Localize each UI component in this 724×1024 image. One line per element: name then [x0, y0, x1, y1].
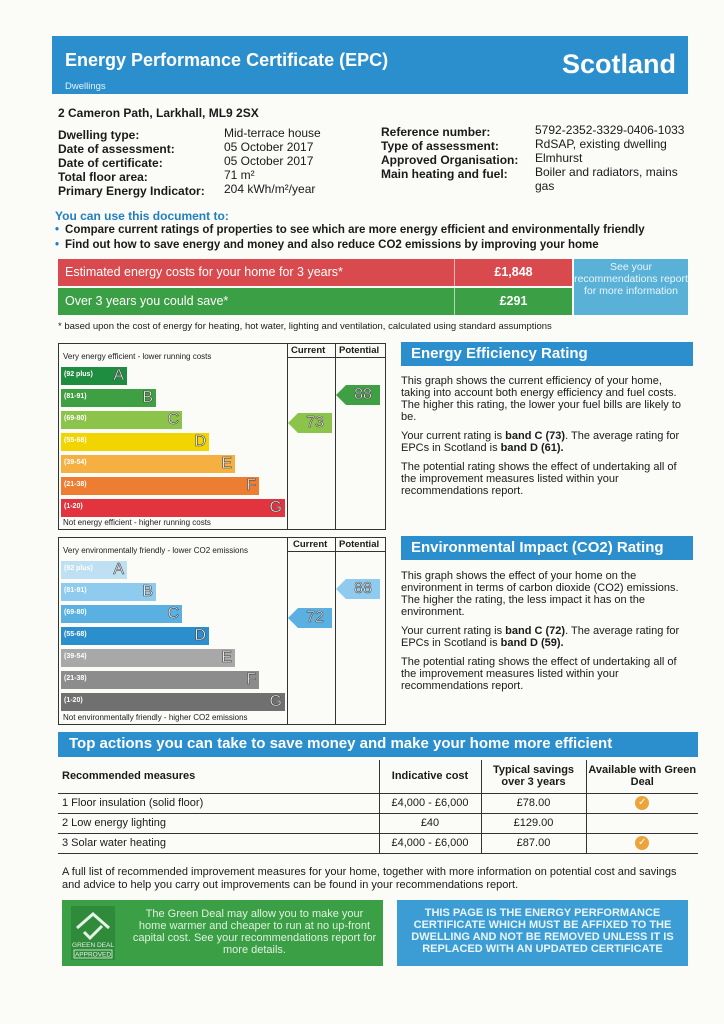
detail-label: Reference number:: [381, 125, 491, 139]
measure-cell: 1 Floor insulation (solid floor): [58, 793, 379, 813]
potential-column-header: Potential: [339, 345, 380, 356]
cost-cell: £40: [379, 813, 481, 833]
bullet-item: • Compare current ratings of properties to see which are more energy efficient and environmentally friendly: [55, 224, 645, 236]
current-rating-arrow: 72: [298, 608, 332, 628]
energy-efficiency-description: [401, 375, 691, 504]
green-deal-box: [62, 900, 383, 966]
rating-band-d: [61, 627, 209, 645]
band-letter: B: [142, 583, 153, 600]
use-document-heading: You can use this document to:: [55, 209, 229, 223]
detail-value: 204 kWh/m²/year: [224, 182, 316, 196]
logo-text: APPROVED: [74, 951, 112, 959]
band-range: (39-54): [64, 653, 87, 660]
detail-value: 71 m²: [224, 168, 255, 182]
band-letter: F: [246, 671, 256, 688]
environmental-impact-chart: [58, 537, 386, 725]
potential-savings-label: Over 3 years you could save*: [65, 294, 229, 308]
details-right-values: [535, 123, 684, 193]
band-range: (55-68): [64, 631, 87, 638]
chart-top-text: Very environmentally friendly - lower CO2 emissions: [63, 546, 248, 555]
rating-band-g: [61, 499, 285, 517]
band-range: (55-68): [64, 437, 87, 444]
current-column-header: Current: [291, 345, 326, 356]
cost-footnote: * based upon the cost of energy for heating, hot water, lighting and ventilation, calculated using standard assumptions: [58, 321, 552, 332]
column-header: Typical savings over 3 years: [481, 760, 586, 793]
use-bullets: [55, 223, 645, 253]
table-row: [58, 793, 698, 813]
band-letter: A: [113, 561, 124, 578]
environmental-impact-description: [401, 570, 691, 699]
detail-value: gas: [535, 179, 555, 193]
check-icon: ✓: [635, 836, 649, 850]
band-range: (21-38): [64, 481, 87, 488]
detail-label: Type of assessment:: [381, 139, 499, 153]
chart-bottom-text: Not environmentally friendly - higher CO2 emissions: [63, 713, 248, 722]
band-letter: G: [269, 499, 282, 516]
details-left-labels: [58, 128, 205, 198]
description-paragraph: This graph shows the current efficiency of your home, taking into account both energy efficiency and fuel costs. The higher this rating, the lower your fuel bills are likely to be.: [401, 375, 682, 423]
details-left-values: [224, 126, 321, 196]
current-rating-arrow: 73: [298, 413, 332, 433]
property-address: 2 Cameron Path, Larkhall, ML9 2SX: [58, 106, 259, 120]
chart-bottom-text: Not energy efficient - higher running costs: [63, 518, 211, 527]
country-label: Scotland: [561, 49, 676, 79]
rating-band-a: [61, 367, 127, 385]
green-deal-text: The Green Deal may allow you to make your home warmer and cheaper to run at no up-front capital cost. See your recommendations report for more details.: [132, 908, 377, 956]
table-header-row: [58, 760, 698, 793]
certificate-subtitle: Dwellings: [65, 81, 106, 92]
detail-value: Mid-terrace house: [224, 126, 321, 140]
see-recommendations-box: See your recommendations report for more information: [574, 259, 688, 315]
green-deal-cell: [586, 813, 698, 833]
check-icon: ✓: [635, 796, 649, 810]
band-letter: C: [167, 411, 179, 428]
band-range: (39-54): [64, 459, 87, 466]
detail-value: RdSAP, existing dwelling: [535, 137, 667, 151]
rating-band-g: [61, 693, 285, 711]
logo-text: GREEN DEAL: [72, 942, 114, 949]
details-right-labels: [381, 125, 518, 181]
description-paragraph: Your current rating is band C (72). The average rating for EPCs in Scotland is band D (59).: [401, 625, 680, 649]
detail-value: 05 October 2017: [224, 140, 314, 154]
band-range: (69-80): [64, 415, 87, 422]
table-row: [58, 833, 698, 853]
potential-savings-value: £291: [454, 288, 572, 315]
detail-label: Date of certificate:: [58, 156, 163, 170]
cost-cell: £4,000 - £6,000: [379, 793, 481, 813]
estimated-costs-row: [58, 259, 572, 286]
environmental-impact-heading: Environmental Impact (CO2) Rating: [401, 536, 693, 560]
full-list-note: A full list of recommended improvement measures for your home, together with more information on potential cost and savings and advice to help you carry out improvements can be found in your recommendations report.: [62, 866, 677, 891]
detail-label: Approved Organisation:: [381, 153, 519, 167]
bullet-icon: •: [55, 239, 60, 251]
column-header: Indicative cost: [379, 760, 481, 793]
rating-band-c: [61, 605, 182, 623]
measure-cell: 2 Low energy lighting: [58, 813, 379, 833]
certificate-title: Energy Performance Certificate (EPC): [65, 50, 389, 70]
energy-efficiency-heading: Energy Efficiency Rating: [401, 342, 693, 366]
detail-label: Date of assessment:: [58, 142, 175, 156]
rating-band-e: [61, 649, 235, 667]
band-letter: E: [221, 649, 232, 666]
bullet-icon: •: [55, 224, 60, 236]
energy-efficiency-chart: [58, 343, 386, 530]
green-deal-cell: [586, 833, 698, 853]
band-letter: A: [113, 367, 124, 384]
bullet-item: • Find out how to save energy and money and also reduce CO2 emissions by improving your home: [55, 239, 599, 251]
current-column-header: Current: [293, 539, 328, 550]
column-header: Recommended measures: [58, 760, 379, 793]
detail-value: Boiler and radiators, mains: [535, 165, 678, 179]
band-letter: C: [167, 605, 179, 622]
description-paragraph: The potential rating shows the effect of undertaking all of the improvement measures listed within your recommendations report.: [401, 461, 677, 497]
table-row: [58, 813, 698, 833]
band-range: (1-20): [64, 503, 83, 510]
potential-rating-arrow: 88: [346, 385, 380, 405]
saving-cell: £87.00: [481, 833, 586, 853]
measure-cell: 3 Solar water heating: [58, 833, 379, 853]
column-header: Available with Green Deal: [586, 760, 698, 793]
rating-band-b: [61, 583, 156, 601]
rating-band-e: [61, 455, 235, 473]
potential-column-header: Potential: [339, 539, 380, 550]
rating-band-c: [61, 411, 182, 429]
potential-savings-row: [58, 288, 572, 315]
band-letter: D: [194, 433, 206, 450]
saving-cell: £78.00: [481, 793, 586, 813]
detail-value: Elmhurst: [535, 151, 583, 165]
detail-label: Dwelling type:: [58, 128, 140, 142]
band-letter: F: [246, 477, 256, 494]
band-range: (1-20): [64, 697, 83, 704]
saving-cell: £129.00: [481, 813, 586, 833]
band-letter: D: [194, 627, 206, 644]
detail-label: Primary Energy Indicator:: [58, 184, 205, 198]
description-paragraph: Your current rating is band C (73). The average rating for EPCs in Scotland is band D (61).: [401, 430, 680, 454]
estimated-costs-label: Estimated energy costs for your home for 3 years*: [65, 265, 343, 279]
band-range: (69-80): [64, 609, 87, 616]
band-range: (92 plus): [64, 565, 93, 572]
band-letter: E: [221, 455, 232, 472]
chart-top-text: Very energy efficient - lower running costs: [63, 352, 212, 361]
band-range: (81-91): [64, 587, 87, 594]
recommended-measures-table: [58, 760, 698, 854]
rating-band-d: [61, 433, 209, 451]
estimated-costs-value: £1,848: [454, 259, 572, 286]
cost-cell: £4,000 - £6,000: [379, 833, 481, 853]
band-letter: G: [269, 693, 282, 710]
green-deal-logo-icon: [71, 906, 115, 960]
description-paragraph: The potential rating shows the effect of undertaking all of the improvement measures listed within your recommendations report.: [401, 656, 677, 692]
rating-band-f: [61, 671, 259, 689]
top-actions-heading: Top actions you can take to save money and make your home more efficient: [58, 732, 698, 757]
rating-band-b: [61, 389, 156, 407]
detail-value: 05 October 2017: [224, 154, 314, 168]
detail-label: Total floor area:: [58, 170, 148, 184]
band-range: (92 plus): [64, 371, 93, 378]
detail-label: Main heating and fuel:: [381, 167, 508, 181]
band-range: (81-91): [64, 393, 87, 400]
description-paragraph: This graph shows the effect of your home on the environment in terms of carbon dioxide (CO2) emissions. The higher the rating, the less impact it has on the environment.: [401, 570, 679, 618]
potential-rating-arrow: 88: [346, 579, 380, 599]
rating-band-a: [61, 561, 127, 579]
certificate-header: [52, 36, 688, 94]
band-letter: B: [142, 389, 153, 406]
rating-band-f: [61, 477, 259, 495]
green-deal-cell: [586, 793, 698, 813]
affix-notice: THIS PAGE IS THE ENERGY PERFORMANCE CERTIFICATE WHICH MUST BE AFFIXED TO THE DWELLING AND NOT BE REMOVED UNLESS IT IS REPLACED WITH AN UPDATED CERTIFICATE: [397, 900, 688, 966]
band-range: (21-38): [64, 675, 87, 682]
detail-value: 5792-2352-3329-0406-1033: [535, 123, 685, 137]
